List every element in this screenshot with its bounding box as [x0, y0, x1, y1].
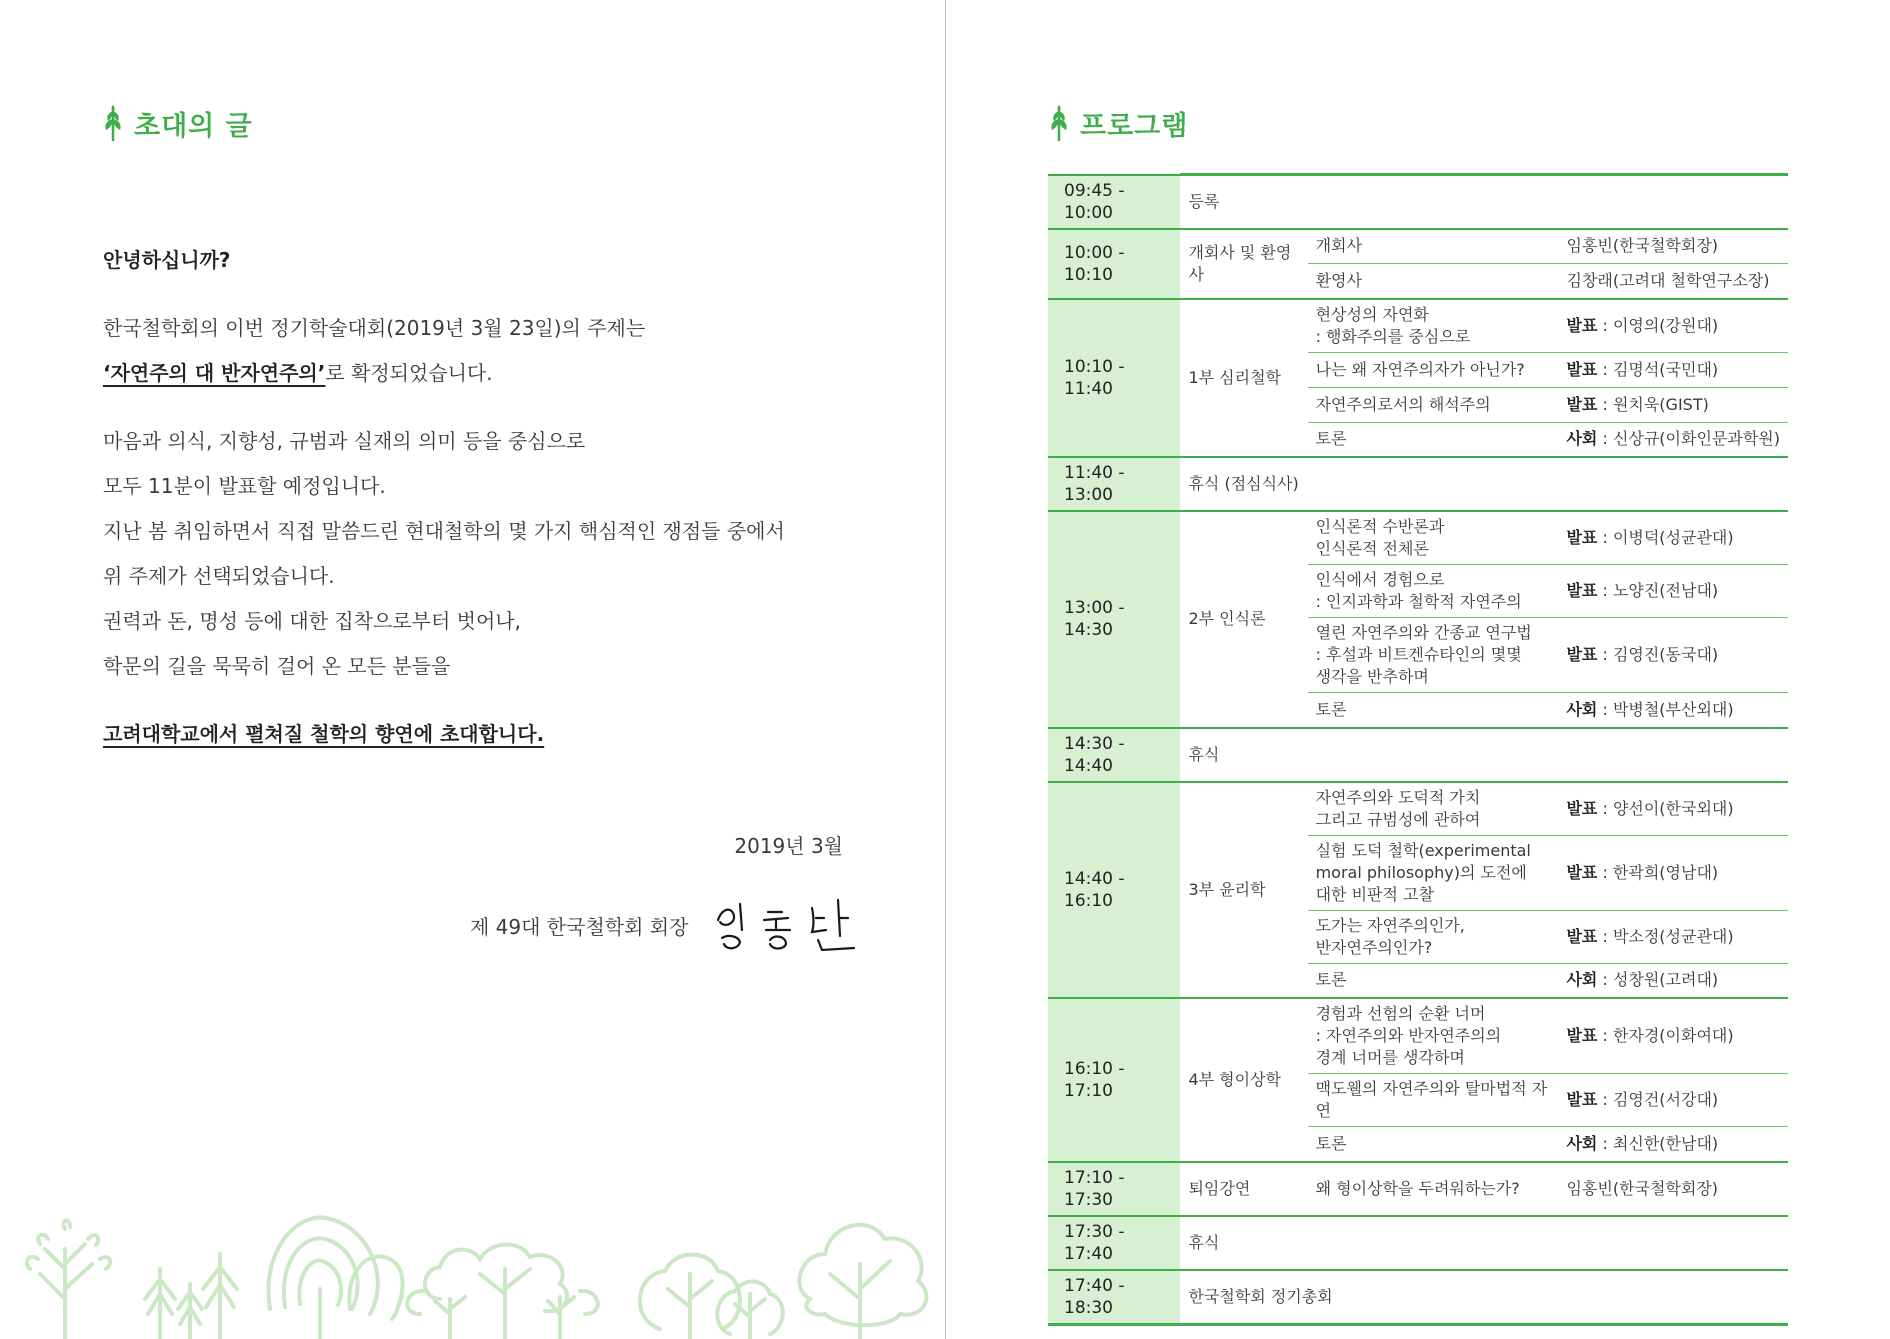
program-row — [1048, 782, 1788, 836]
presenter-cell: 사회 : 박병철(부산외대) — [1558, 693, 1788, 728]
program-row — [1048, 229, 1788, 264]
session-cell: 퇴임강연 — [1180, 1162, 1307, 1216]
letter-date: 2019년 3월 — [734, 834, 843, 858]
leaf-icon — [1046, 103, 1072, 143]
time-cell: 17:30 - 17:40 — [1048, 1216, 1180, 1270]
letter-line: 마음과 의식, 지향성, 규범과 실재의 의미 등을 중심으로 — [103, 429, 586, 453]
session-cell: 한국철학회 정기총회 — [1180, 1270, 1788, 1325]
time-cell: 14:30 - 14:40 — [1048, 728, 1180, 782]
theme-highlight: ‘자연주의 대 반자연주의’ — [103, 361, 326, 385]
time-cell: 13:00 - 14:30 — [1048, 511, 1180, 728]
session-cell: 등록 — [1180, 175, 1788, 229]
topic-cell: 경험과 선험의 순환 너머 : 자연주의와 반자연주의의 경계 너머를 생각하며 — [1308, 998, 1559, 1074]
program-row — [1048, 299, 1788, 353]
time-cell: 16:10 - 17:10 — [1048, 998, 1180, 1162]
topic-cell: 실험 도덕 철학(experimental moral philosophy)의 도전에 대한 비판적 고찰 — [1308, 835, 1559, 910]
session-cell: 3부 윤리학 — [1180, 782, 1307, 999]
session-cell: 휴식 — [1180, 728, 1788, 782]
role-label: 사회 — [1566, 429, 1598, 449]
role-label: 발표 — [1566, 1090, 1598, 1109]
forest-illustration — [0, 1189, 945, 1339]
role-label: 사회 — [1566, 699, 1598, 719]
letter-line: 권력과 돈, 명성 등에 대한 집착으로부터 벗어나, — [103, 609, 521, 633]
topic-cell: 현상성의 자연화 : 행화주의를 중심으로 — [1308, 299, 1559, 353]
role-label: 발표 — [1566, 798, 1598, 818]
letter-line: 모두 11분이 발표할 예정입니다. — [103, 474, 386, 498]
topic-cell: 개회사 — [1308, 229, 1559, 264]
role-label: 발표 — [1566, 645, 1598, 664]
signature-block — [470, 890, 860, 960]
time-cell: 17:10 - 17:30 — [1048, 1162, 1180, 1216]
topic-cell: 도가는 자연주의인가, 반자연주의인가? — [1308, 910, 1559, 963]
invitation-letter — [103, 238, 863, 757]
time-cell: 11:40 - 13:00 — [1048, 457, 1180, 511]
role-label: 사회 — [1566, 1133, 1598, 1153]
presenter-cell: 사회 : 최신한(한남대) — [1558, 1127, 1788, 1162]
role-label: 발표 — [1566, 394, 1598, 414]
role-label: 발표 — [1566, 315, 1598, 335]
program-row — [1048, 1162, 1788, 1216]
topic-cell: 토론 — [1308, 963, 1559, 998]
page-spine — [945, 0, 946, 1339]
presenter-cell: 사회 : 신상규(이화인문과학원) — [1558, 422, 1788, 457]
section-title: 초대의 글 — [134, 110, 253, 142]
role-label: 발표 — [1566, 359, 1598, 379]
invitation-heading — [100, 103, 253, 143]
theme-line — [103, 351, 863, 396]
presenter-cell: 김창래(고려대 철학연구소장) — [1558, 264, 1788, 299]
program-row — [1048, 175, 1788, 229]
topic-cell: 인식론적 수반론과 인식론적 전체론 — [1308, 511, 1559, 565]
signer-role: 제 49대 한국철학회 회장 — [470, 914, 689, 939]
topic-cell: 자연주의와 도덕적 가치 그리고 규범성에 관하여 — [1308, 782, 1559, 836]
topic-cell: 환영사 — [1308, 264, 1559, 299]
topic-cell: 토론 — [1308, 1127, 1559, 1162]
program-heading — [1046, 103, 1188, 143]
program-row — [1048, 1270, 1788, 1325]
program-row — [1048, 728, 1788, 782]
presenter-cell: 발표 : 김영진(동국대) — [1558, 618, 1788, 693]
presenter-cell: 발표 : 양선이(한국외대) — [1558, 782, 1788, 836]
section-title: 프로그램 — [1080, 110, 1189, 142]
presenter-cell: 발표 : 노양진(전남대) — [1558, 565, 1788, 618]
topic-cell: 맥도웰의 자연주의와 탈마법적 자연 — [1308, 1074, 1559, 1127]
presenter-cell: 임홍빈(한국철학회장) — [1558, 1162, 1788, 1216]
presenter-cell: 발표 : 이영의(강원대) — [1558, 299, 1788, 353]
program-row — [1048, 998, 1788, 1074]
role-label: 발표 — [1566, 862, 1598, 882]
topic-cell: 자연주의로서의 해석주의 — [1308, 387, 1559, 422]
letter-line: 지난 봄 취임하면서 직접 말씀드린 현대철학의 몇 가지 핵심적인 쟁점들 중에서 — [103, 519, 785, 543]
role-label: 발표 — [1566, 926, 1598, 946]
topic-cell: 토론 — [1308, 693, 1559, 728]
presenter-cell: 발표 : 원치욱(GIST) — [1558, 387, 1788, 422]
topic-cell: 열린 자연주의와 간종교 연구법 : 후설과 비트겐슈타인의 몇몇 생각을 반추하며 — [1308, 618, 1559, 693]
time-cell: 09:45 - 10:00 — [1048, 175, 1180, 229]
presenter-cell: 발표 : 김영건(서강대) — [1558, 1074, 1788, 1127]
topic-cell: 왜 형이상학을 두려워하는가? — [1308, 1162, 1559, 1216]
presenter-cell: 사회 : 성창원(고려대) — [1558, 963, 1788, 998]
greeting: 안녕하십니까? — [103, 248, 231, 272]
topic-cell: 토론 — [1308, 422, 1559, 457]
session-cell: 휴식 (점심식사) — [1180, 457, 1788, 511]
program-row — [1048, 457, 1788, 511]
time-cell: 17:40 - 18:30 — [1048, 1270, 1180, 1325]
presenter-cell: 발표 : 김명석(국민대) — [1558, 352, 1788, 387]
session-cell: 4부 형이상학 — [1180, 998, 1307, 1162]
topic-cell: 나는 왜 자연주의자가 아닌가? — [1308, 352, 1559, 387]
role-label: 사회 — [1566, 970, 1598, 990]
role-label: 발표 — [1566, 581, 1598, 600]
letter-line: 학문의 길을 묵묵히 걸어 온 모든 분들을 — [103, 654, 451, 678]
closing-line: 고려대학교에서 펼쳐질 철학의 향연에 초대합니다. — [103, 722, 545, 746]
program-row — [1048, 1216, 1788, 1270]
letter-line: 위 주제가 선택되었습니다. — [103, 564, 335, 588]
session-cell: 2부 인식론 — [1180, 511, 1307, 728]
presenter-cell: 발표 : 한곽희(영남대) — [1558, 835, 1788, 910]
presenter-cell: 임홍빈(한국철학회장) — [1558, 229, 1788, 264]
presenter-cell: 발표 : 한자경(이화여대) — [1558, 998, 1788, 1074]
program-row — [1048, 511, 1788, 565]
role-label: 발표 — [1566, 1026, 1598, 1045]
topic-cell: 인식에서 경험으로 : 인지과학과 철학적 자연주의 — [1308, 565, 1559, 618]
time-cell: 10:00 - 10:10 — [1048, 229, 1180, 299]
time-cell: 10:10 - 11:40 — [1048, 299, 1180, 458]
presenter-cell: 발표 : 박소정(성균관대) — [1558, 910, 1788, 963]
session-cell: 1부 심리철학 — [1180, 299, 1307, 458]
handwritten-signature — [710, 890, 860, 960]
presenter-cell: 발표 : 이병덕(성균관대) — [1558, 511, 1788, 565]
leaf-icon — [100, 103, 126, 143]
session-cell: 휴식 — [1180, 1216, 1788, 1270]
time-cell: 14:40 - 16:10 — [1048, 782, 1180, 999]
session-cell: 개회사 및 환영사 — [1180, 229, 1307, 299]
letter-line: 로 확정되었습니다. — [325, 361, 493, 385]
letter-line: 한국철학회의 이번 정기학술대회(2019년 3월 23일)의 주제는 — [103, 316, 646, 340]
role-label: 발표 — [1566, 528, 1598, 547]
program-table — [1048, 173, 1788, 1326]
